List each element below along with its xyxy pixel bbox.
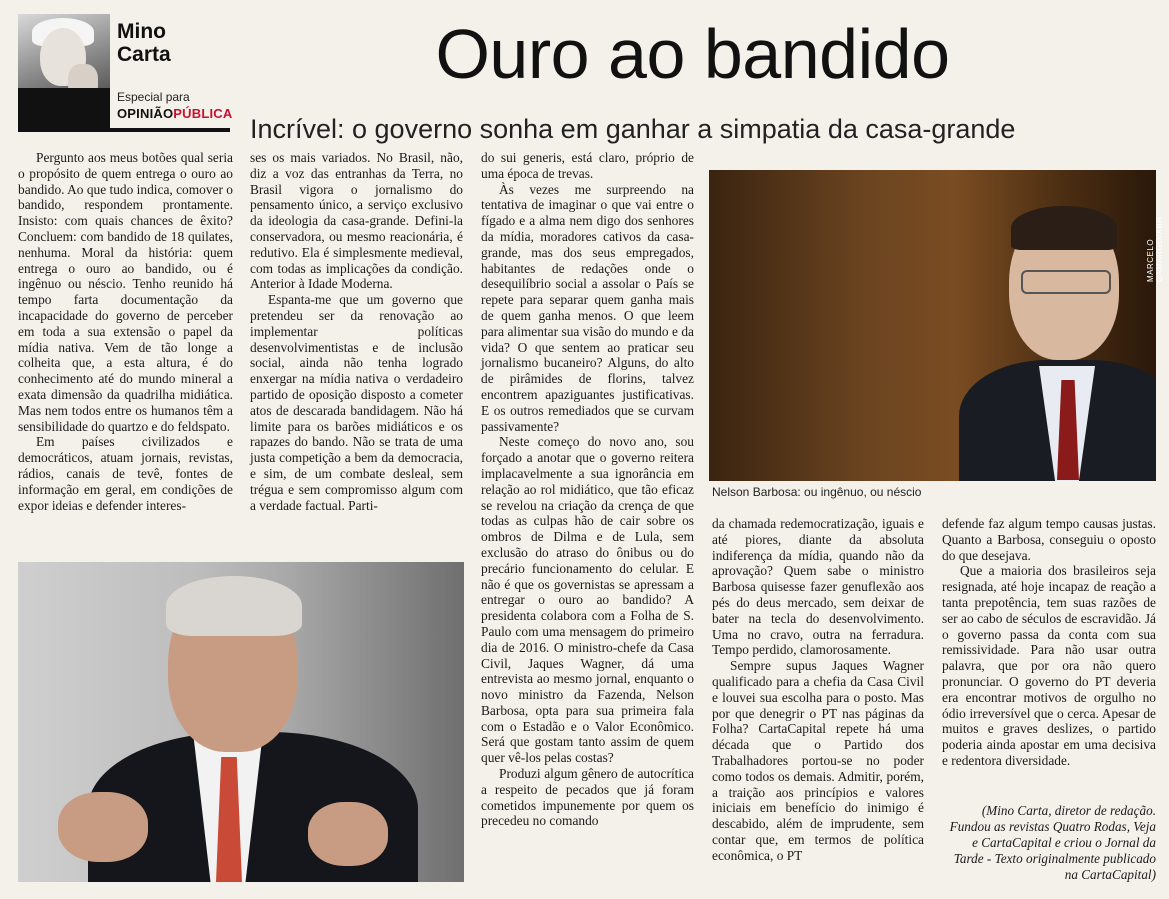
paragraph: Espanta-me que um governo que pretendeu ser da renovação ao implementar políticas desenvolvimentistas e de inclusão social, ainda não tenha logrado enxergar na mídia nativa o verdadeiro partido de oposição disposto a cometer atos de descarada bandidagem. Não há limite para os barões midiáticos e os rapazes do bando. Não se trata de uma justa competição a bem da democracia, e sim, de um combate desleal, sem trégua e sem compromisso algum com a verdade factual. Parti- bbox=[250, 292, 463, 513]
columnist-last-name: Carta bbox=[117, 43, 171, 66]
brand-logo bbox=[117, 106, 232, 121]
paragraph: defende faz algum tempo causas justas. Quanto a Barbosa, conseguiu o oposto do que desejava. bbox=[942, 516, 1156, 563]
brand-part2: PÚBLICA bbox=[173, 106, 233, 121]
paragraph: Produzi algum gênero de autocrítica a respeito de pecados que já foram cometidos impunemente por quem os precedeu no comando bbox=[481, 766, 694, 829]
paragraph: ses os mais variados. No Brasil, não, diz a voz das entranhas da Terra, no Brasil vigora o jornalismo do pensamento único, a serviço exclusivo da ideologia da casa-grande. Defini-la conservadora, ou mesmo reacionária, é redutivo. Ela é simplesmente medieval, com todas as implicações da condição. Anterior à Idade Moderna. bbox=[250, 150, 463, 292]
column-2 bbox=[250, 150, 463, 513]
photo-credit: MARCELO CAMARGO/ABR bbox=[1146, 216, 1164, 282]
brand-part1: OPINIÃO bbox=[117, 106, 174, 121]
columnist-name bbox=[117, 20, 171, 66]
paragraph: da chamada redemocratização, iguais e até piores, diante da absoluta indiferença da mídia, quando não da aprovação? Quem sabe o ministro Barbosa quisesse fazer genuflexão aos pés do deus mercado, sem deixar de bater na tecla do desenvolvimento. Uma no cravo, outra na ferradura. Tempo perdido, clamorosamente. bbox=[712, 516, 924, 658]
photo-jaques-wagner-icon bbox=[18, 562, 464, 882]
column-4 bbox=[712, 516, 924, 864]
columnist-first-name: Mino bbox=[117, 20, 166, 43]
column-1 bbox=[18, 150, 233, 513]
column-3 bbox=[481, 150, 694, 829]
column-5 bbox=[942, 516, 1156, 769]
headline: Ouro ao bandido bbox=[435, 15, 950, 93]
subhead: Incrível: o governo sonha em ganhar a simpatia da casa-grande bbox=[250, 114, 1016, 144]
columnist-portrait-icon bbox=[18, 14, 110, 128]
photo-caption: Nelson Barbosa: ou ingênuo, ou néscio bbox=[712, 485, 922, 499]
header-rule bbox=[18, 128, 230, 132]
author-signoff: (Mino Carta, diretor de redação. Fundou as revistas Quatro Rodas, Veja e CartaCapital e criou o Jornal da Tarde - Texto originalmente publicado na CartaCapital) bbox=[949, 803, 1156, 882]
paragraph: Neste começo do novo ano, sou forçado a anotar que o governo reitera implacavelmente a sua ignorância em relação ao rol midiático, que tão eficaz se revelou na criação da crença de que todas as culpas hão de cair sobre os ombros de Dilma e de Lula, sem exclusão do atraso do ônibus ou do precário funcionamento do celular. E não é que os governistas se apressam a entregar o ouro ao bandido? A presidenta colabora com a Folha de S. Paulo com uma mensagem do primeiro dia de 2016. O ministro-chefe da Casa Civil, Jaques Wagner, dá uma entrevista ao mesmo jornal, enquanto o novo ministro da Fazenda, Nelson Barbosa, opta para sua primeira fala com o Estadão e o Valor Econômico. Será que gostam tanto assim de quem quer vê-los pelas costas? bbox=[481, 434, 694, 766]
paragraph: do sui generis, está claro, próprio de uma época de trevas. bbox=[481, 150, 694, 181]
paragraph: Em países civilizados e democráticos, atuam jornais, revistas, rádios, canais de tevê, fontes de informação em geral, em condições de expor ideias e defender interes- bbox=[18, 434, 233, 513]
paragraph: Que a maioria dos brasileiros seja resignada, até hoje incapaz de reação a tanta prepotência, tem suas razões de ser ao cabo de séculos de escravidão. Já o governo passa da conta com sua remissividade. Para não usar outra palavra, que por ora não quero pronunciar. O governo do PT deveria era encontrar motivos de orgulho no ódio irreversível que o cerca. Apesar de muitos e graves deslizes, o partido poderia ainda apostar em uma decisiva e redentora diversidade. bbox=[942, 563, 1156, 768]
especial-label: Especial para bbox=[117, 90, 190, 104]
photo-nelson-barbosa-icon bbox=[709, 170, 1164, 481]
paragraph: Pergunto aos meus botões qual seria o propósito de quem entrega o ouro ao bandido. Ao que tudo indica, comover o bandido, respondem prontamente. Insisto: com quais chances de êxito? Concluem: com bandido de 18 quilates, nenhuma. Moral da história: quem entrega o ouro ao bandido, ou é ingênuo ou néscio. Tenho reunido há tempo farta documentação da incapacidade do governo de perceber em toda a sua extensão o papel da mídia nativa. Vem de tão longe a colheita que, a esta altura, é do conhecimento até do mundo mineral a exata dimensão da quadrilha midiática. Mas nem todos entre os humanos têm a sensibilidade do quartzo e do feldspato. bbox=[18, 150, 233, 434]
paragraph: Às vezes me surpreendo na tentativa de imaginar o que vai entre o fígado e a alma nem digo dos senhores da mídia, moradores cativos da casa-grande, mas dos seus empregados, habitantes de redações onde o desequilíbrio social a assolar o País se repete para separar quem ganha mais de quem ganha menos. O que leem para alimentar sua visão do mundo e da vida? O que sentem ao praticar seu jornalismo bucaneiro? Alguns, do alto de pirâmides de florins, talvez encontrem apaziguantes justificativas. E os outros remediados que se curvam passivamente? bbox=[481, 181, 694, 434]
paragraph: Sempre supus Jaques Wagner qualificado para a chefia da Casa Civil e louvei sua escolha para o posto. Mas por que denegrir o PT nas páginas da Folha? CartaCapital repete há uma década que o Partido dos Trabalhadores portou-se no poder como todos os demais. Admitir, porém, a traição aos princípios e valores iniciais em benefício do inimigo é descabido, além de imprudente, sem contar que, em termos de política econômica, o PT bbox=[712, 658, 924, 863]
